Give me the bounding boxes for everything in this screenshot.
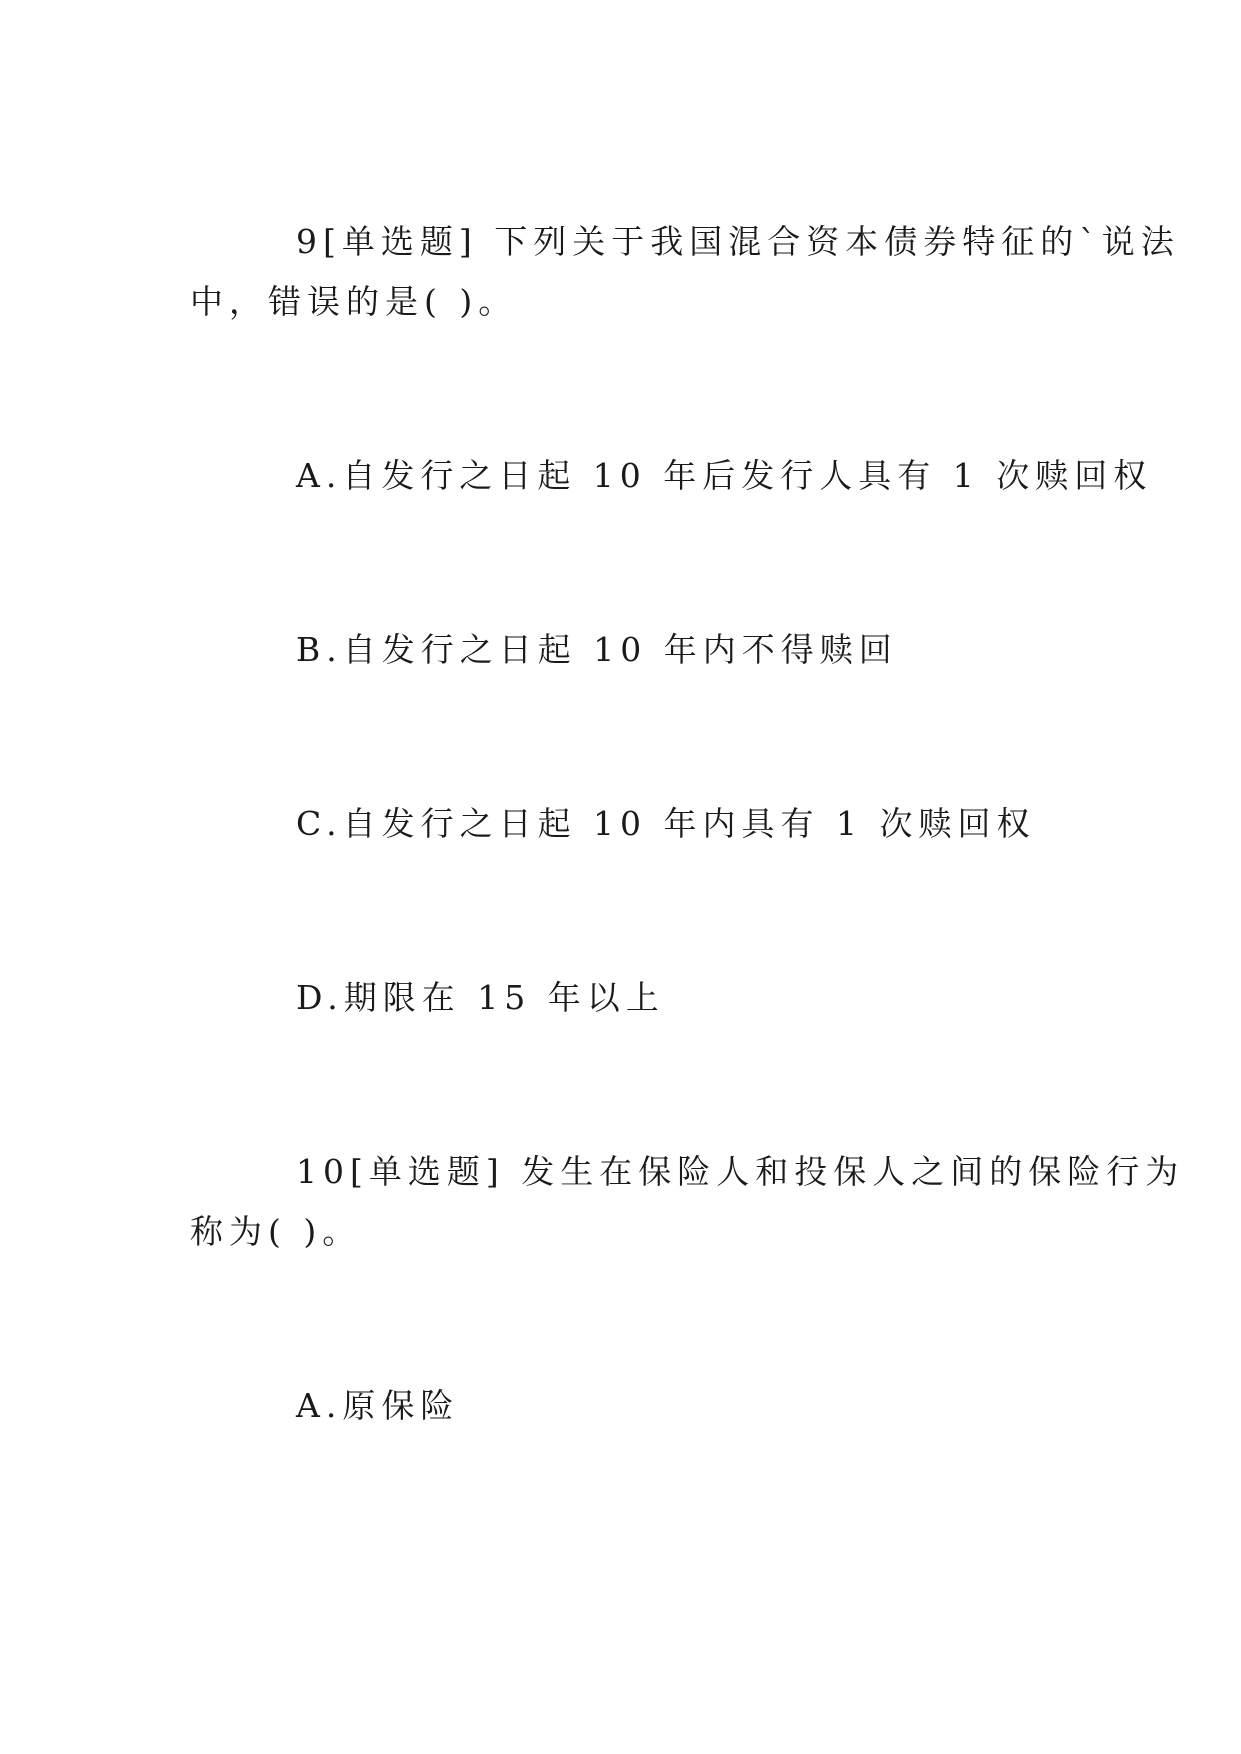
- question-10-line-1: 10[单选题] 发生在保险人和投保人之间的保险行为: [296, 1152, 1185, 1191]
- question-9-option-d: D.期限在 15 年以上: [296, 978, 665, 1017]
- question-9-line-2: 中，错误的是( )。: [190, 282, 518, 321]
- question-9-option-b: B.自发行之日起 10 年内不得赎回: [296, 630, 898, 669]
- question-9-option-a: A.自发行之日起 10 年后发行人具有 1 次赎回权: [296, 456, 1153, 495]
- question-10-option-a: A.原保险: [296, 1386, 460, 1425]
- question-9-option-c: C.自发行之日起 10 年内具有 1 次赎回权: [296, 804, 1036, 843]
- question-9-line-1: 9[单选题] 下列关于我国混合资本债券特征的`说法: [296, 222, 1180, 261]
- question-10-line-2: 称为( )。: [190, 1212, 362, 1251]
